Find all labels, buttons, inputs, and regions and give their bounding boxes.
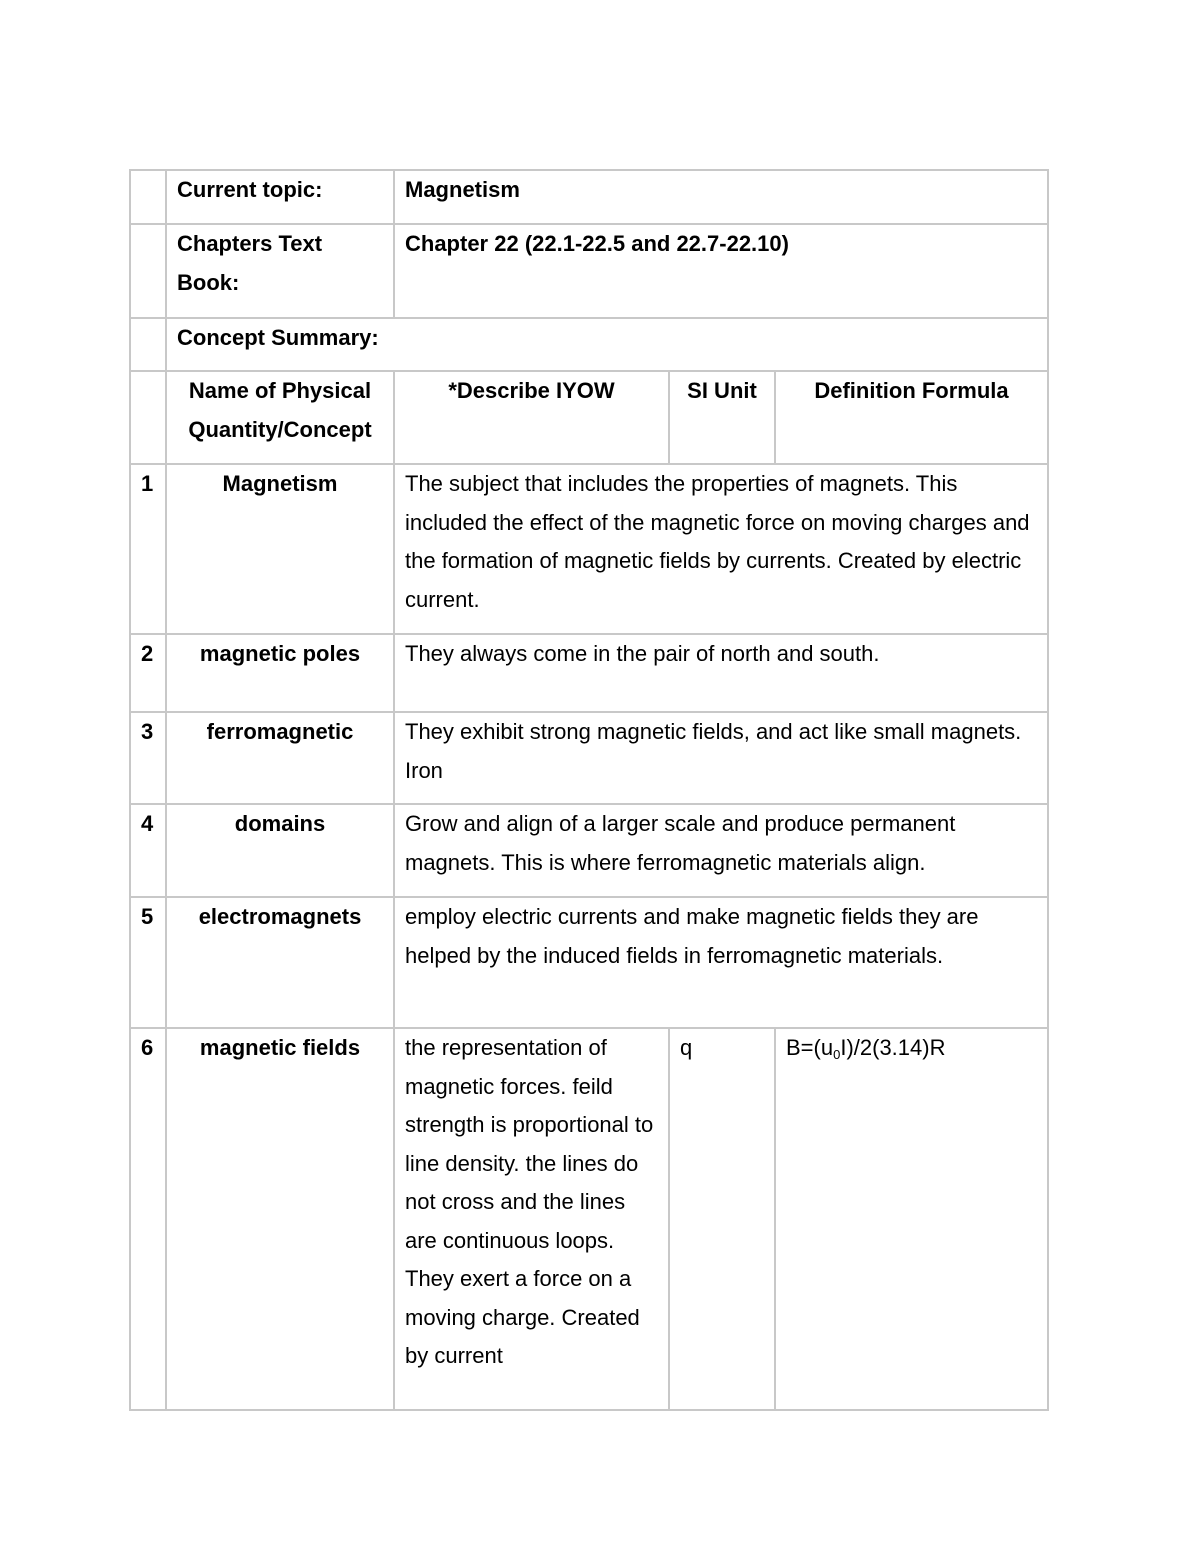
current-topic-value: Magnetism [394, 170, 1048, 224]
si-unit-value: q [669, 1028, 775, 1410]
formula-suffix: I)/2(3.14)R [840, 1035, 946, 1060]
column-header-name: Name of Physical Quantity/Concept [166, 371, 394, 464]
concept-name: domains [166, 804, 394, 897]
table-row [130, 897, 1048, 1028]
formula-subscript: 0 [833, 1047, 841, 1062]
row-number: 2 [130, 634, 166, 712]
blank-cell [130, 170, 166, 224]
concept-name: Magnetism [166, 464, 394, 634]
concept-name: ferromagnetic [166, 712, 394, 804]
concept-summary-table [129, 169, 1049, 1411]
table-row [130, 804, 1048, 897]
row-number: 1 [130, 464, 166, 634]
column-header-formula: Definition Formula [775, 371, 1048, 464]
concept-summary-row [130, 318, 1048, 371]
concept-summary-label: Concept Summary: [166, 318, 1048, 371]
concept-description: Grow and align of a larger scale and produce permanent magnets. This is where ferromagnetic materials align. [394, 804, 1048, 897]
formula-prefix: B=(u [786, 1035, 834, 1060]
concept-description: the representation of magnetic forces. feild strength is proportional to line density. the lines do not cross and the lines are continuous loops. They exert a force on a moving charge. Created by current [394, 1028, 669, 1410]
column-header-describe: *Describe IYOW [394, 371, 669, 464]
current-topic-label: Current topic: [166, 170, 394, 224]
concept-name: magnetic fields [166, 1028, 394, 1410]
current-topic-row [130, 170, 1048, 224]
blank-cell [130, 224, 166, 318]
row-number: 6 [130, 1028, 166, 1410]
row-number: 5 [130, 897, 166, 1028]
blank-cell [130, 318, 166, 371]
concept-description: They always come in the pair of north and south. [394, 634, 1048, 712]
concept-description: They exhibit strong magnetic fields, and act like small magnets. Iron [394, 712, 1048, 804]
chapters-row [130, 224, 1048, 318]
table-row [130, 634, 1048, 712]
concept-name: magnetic poles [166, 634, 394, 712]
concept-name: electromagnets [166, 897, 394, 1028]
chapters-label: Chapters Text Book: [166, 224, 394, 318]
row-number: 3 [130, 712, 166, 804]
table-row [130, 464, 1048, 634]
table-row [130, 1028, 1048, 1410]
formula-value [775, 1028, 1048, 1410]
concept-description: The subject that includes the properties of magnets. This included the effect of the magnetic force on moving charges and the formation of magnetic fields by currents. Created by electric current. [394, 464, 1048, 634]
blank-cell [130, 371, 166, 464]
table-row [130, 712, 1048, 804]
chapters-value: Chapter 22 (22.1-22.5 and 22.7-22.10) [394, 224, 1048, 318]
row-number: 4 [130, 804, 166, 897]
concept-description: employ electric currents and make magnetic fields they are helped by the induced fields in ferromagnetic materials. [394, 897, 1048, 1028]
column-header-si-unit: SI Unit [669, 371, 775, 464]
column-header-row [130, 371, 1048, 464]
